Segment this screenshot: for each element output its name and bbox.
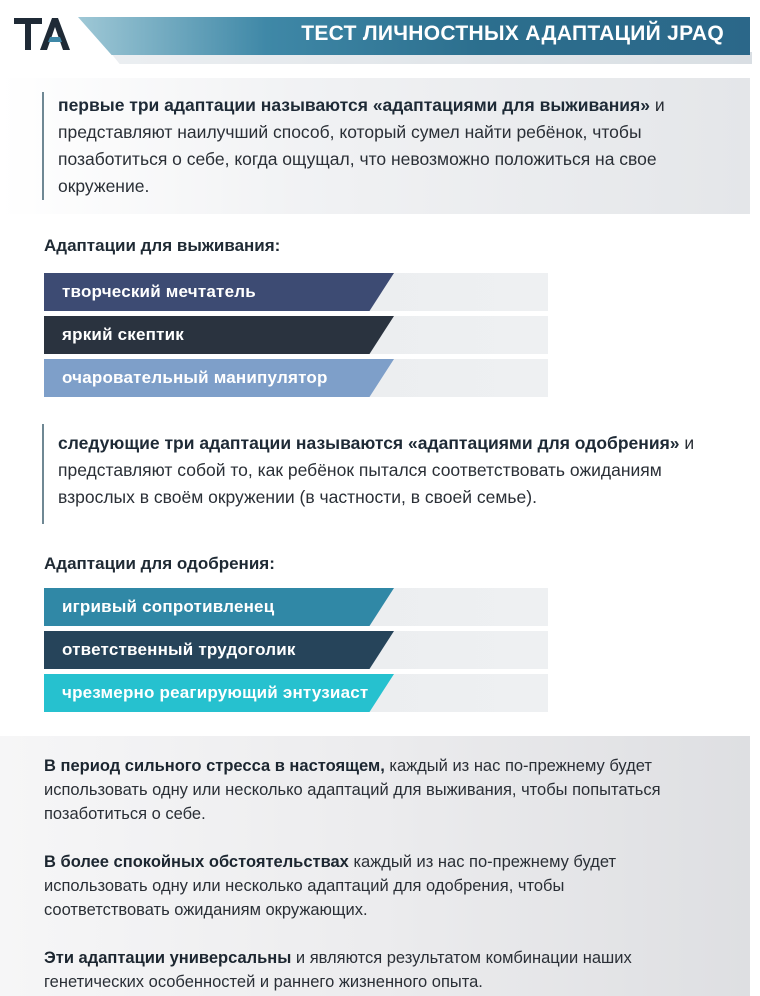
survival-bar-3: [44, 359, 548, 397]
ta-logo-icon: [14, 14, 76, 54]
bar-label: творческий мечтатель: [62, 282, 256, 301]
survival-bar-2: [44, 316, 548, 354]
quote-bar: [42, 92, 44, 200]
summary-bold: Эти адаптации универсальны: [44, 949, 292, 967]
intro-approval-bold: следующие три адаптации называются «адаптациями для одобрения»: [58, 433, 680, 453]
bar-label: игривый сопротивленец: [62, 597, 275, 616]
intro-survival-bold: первые три адаптации называются «адаптациями для выживания»: [58, 95, 651, 115]
approval-section-title: Адаптации для одобрения:: [44, 554, 275, 573]
intro-approval-panel: [0, 410, 750, 528]
summary-bold: В период сильного стресса в настоящем,: [44, 757, 385, 775]
page-title: ТЕСТ ЛИЧНОСТНЫХ АДАПТАЦИЙ JPAQ: [301, 22, 724, 45]
survival-bar-1: [44, 273, 548, 311]
bar-label: яркий скептик: [62, 325, 185, 344]
intro-survival-panel: [0, 78, 750, 214]
summary-paragraph-stress: [44, 754, 694, 826]
approval-bar-2: [44, 631, 548, 669]
survival-section-title: Адаптации для выживания:: [44, 236, 281, 255]
bar-label: ответственный трудоголик: [62, 640, 296, 659]
intro-survival-text: и представляют наилучший способ, который сумел найти ребёнок, чтобы позаботиться о себе, когда ощущал, что невозможно положиться на свое окружение.: [58, 95, 665, 196]
intro-approval-text: и представляют собой то, как ребёнок пытался соответствовать ожиданиям взрослых в своём окружении (в частности, в своей семье).: [58, 433, 695, 507]
summary-text: и являются результатом комбинации наших генетических особенностей и раннего жизненного опыта.: [44, 949, 632, 991]
approval-bar-1: [44, 588, 548, 626]
intro-approval-paragraph: [58, 430, 718, 511]
summary-paragraph-universal: [44, 946, 694, 994]
summary-paragraph-calm: [44, 850, 694, 922]
quote-bar: [42, 424, 44, 524]
bar-label: очаровательный манипулятор: [62, 368, 328, 387]
summary-text: каждый из нас по-прежнему будет использовать одну или несколько адаптаций для одобрения, чтобы соответствовать ожиданиям окружающих.: [44, 853, 617, 919]
approval-bar-3: [44, 674, 548, 712]
intro-survival-paragraph: [58, 92, 718, 200]
summary-panel: [0, 736, 750, 996]
summary-bold: В более спокойных обстоятельствах: [44, 853, 349, 871]
bar-label: чрезмерно реагирующий энтузиаст: [62, 683, 369, 702]
summary-text: каждый из нас по-прежнему будет использовать одну или несколько адаптаций для выживания, чтобы попытаться позаботиться о себе.: [44, 757, 661, 823]
